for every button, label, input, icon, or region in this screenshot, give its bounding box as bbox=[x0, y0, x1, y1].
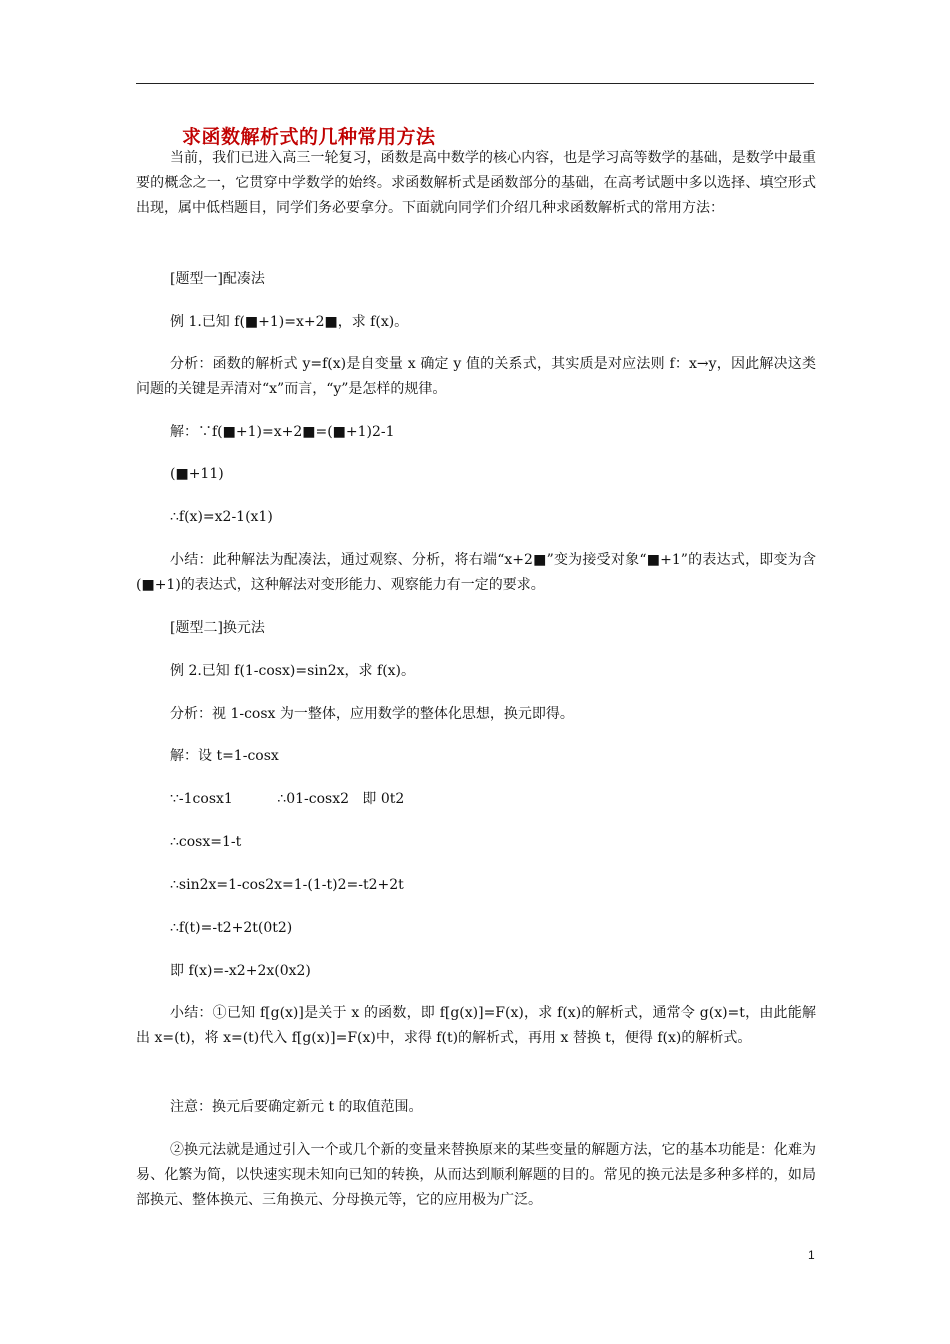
type1-summary: 小结：此种解法为配凑法，通过观察、分析，将右端“x+2■”变为接受对象“■+1”的表达式，即变为含(■+1)的表达式，这种解法对变形能力、观察能力有一定的要求。 bbox=[136, 552, 816, 593]
type2-solution-step-6: 即 f(x)=-x2+2x(0x2) bbox=[170, 963, 311, 979]
type2-solution-step-5: ∴f(t)=-t2+2t(0t2) bbox=[170, 920, 293, 936]
page-number: 1 bbox=[808, 1248, 815, 1262]
type1-analysis: 分析：函数的解析式 y=f(x)是自变量 x 确定 y 值的关系式，其实质是对应法则 f：x→y，因此解决这类问题的关键是弄清对“x”而言，“y”是怎样的规律。 bbox=[136, 356, 816, 397]
header-rule bbox=[136, 83, 814, 84]
type2-remark: ②换元法就是通过引入一个或几个新的变量来替换原来的某些变量的解题方法，它的基本功能是：化难为易、化繁为简，以快速实现未知向已知的转换，从而达到顺利解题的目的。常见的换元法是多种多样的，如局部换元、整体换元、三角换元、分母换元等，它的应用极为广泛。 bbox=[136, 1142, 816, 1208]
type2-summary: 小结：①已知 f[g(x)]是关于 x 的函数，即 f[g(x)]=F(x)，求 f(x)的解析式，通常令 g(x)=t，由此能解出 x=(t)，将 x=(t)代入 f[g(x)]=F(x)中，求得 f(t)的解析式，再用 x 替换 t，便得 f(x)的解析式。 bbox=[136, 1005, 816, 1046]
intro-paragraph: 当前，我们已进入高三一轮复习，函数是高中数学的核心内容，也是学习高等数学的基础，是数学中最重要的概念之一，它贯穿中学数学的始终。求函数解析式是函数部分的基础，在高考试题中多以选择、填空形式出现，属中低档题目，同学们务必要拿分。下面就向同学们介绍几种求函数解析式的常用方法： bbox=[136, 150, 816, 216]
type2-solution-step-2: ∵-1cosx1 ∴01-cosx2 即 0t2 bbox=[170, 791, 405, 807]
type2-solution-step-3: ∴cosx=1-t bbox=[170, 834, 242, 850]
type1-heading: [题型一]配凑法 bbox=[170, 271, 265, 287]
type1-solution-step-1: 解：∵f(■+1)=x+2■=(■+1)2-1 bbox=[170, 424, 395, 440]
type2-heading: [题型二]换元法 bbox=[170, 620, 265, 636]
type1-example: 例 1.已知 f(■+1)=x+2■，求 f(x)。 bbox=[170, 314, 409, 330]
type2-analysis: 分析：视 1-cosx 为一整体，应用数学的整体化思想，换元即得。 bbox=[170, 706, 574, 722]
document-title: 求函数解析式的几种常用方法 bbox=[182, 126, 436, 148]
type1-solution-step-2: (■+11) bbox=[170, 466, 224, 482]
type2-solution-step-4: ∴sin2x=1-cos2x=1-(1-t)2=-t2+2t bbox=[170, 877, 404, 893]
type2-solution-step-1: 解：设 t=1-cosx bbox=[170, 748, 279, 764]
type2-note: 注意：换元后要确定新元 t 的取值范围。 bbox=[170, 1099, 423, 1115]
type1-solution-step-3: ∴f(x)=x2-1(x1) bbox=[170, 509, 273, 525]
type2-example: 例 2.已知 f(1-cosx)=sin2x，求 f(x)。 bbox=[170, 663, 416, 679]
